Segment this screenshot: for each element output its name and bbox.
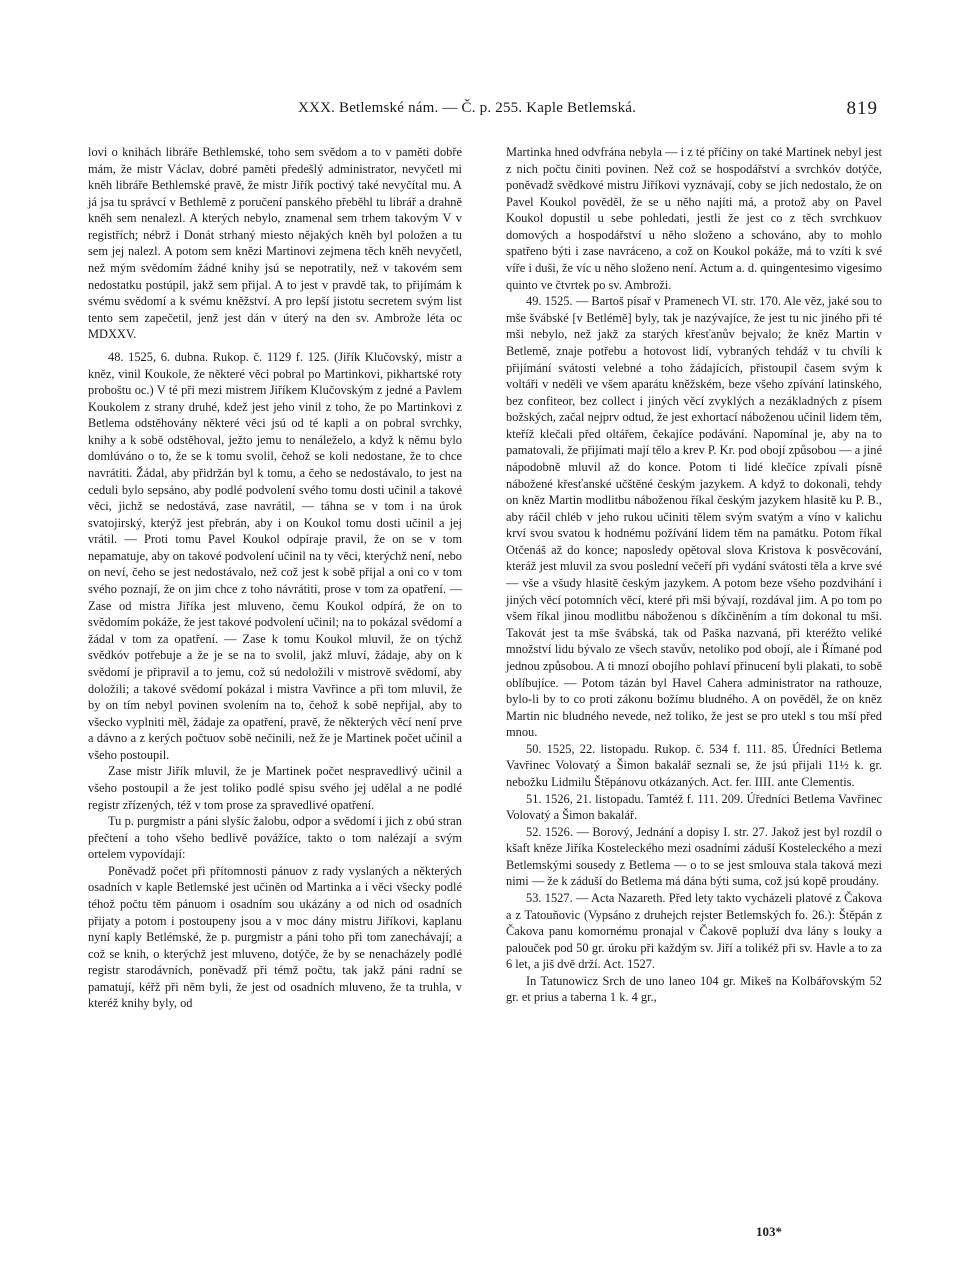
paragraph-entry-48: 48. 1525, 6. dubna. Rukop. č. 1129 f. 125. (Jiřík Klučovský, mistr a kněz, vinil Koukole, že některé věci pobral po Martinkovi, pikhartské roty proboštu oc.) V té při mezi mistrem Jiříkem Klučovským z jedné a Pavlem Koukolem z strany druhé, kdež jest jeho vinil z toho, že po Martinkovi z Betlema odstěhovány některé věci jsú od té kapli a on pobral svrchky, knihy a k sobě odstěhoval, ježto jemu to nenáleželo, a když k němu bylo domlúváno o to, že se k tomu svolil, čehož se koli nedostane, že to chce navrátiti. Žádal, aby přidržán byl k tomu, a čeho se nedostávalo, to jest na ceduli bylo sepsáno, aby podlé podvolení svého tomu dosti učinil a takové věci, jichž se nedostává, zase navrátil, — táhna se v tom i na úrok svatojirský, kterýž jest přebrán, aby i on Koukol tomu dosti učinil a jej vrátil. — Proti tomu Pavel Koukol odpíraje pravil, že on se v tom nepamatuje, aby on takové podvolení učinil na ty věci, kterýchž není, nebo on neví, čeho se jest nedostávalo, než což jest k sobě přijal a oni co v tom svého poznají, že on jim chce z toho návrátiti, prose v tom za opatření. — Zase od mistra Jiříka jest mluveno, čemu Koukol odpírá, že on to svědomím pokáže, že jest takové podvolení učinil; na to pokázal svědomí a žádal v tom za opatření. — Zase k tomu Koukol mluvil, že on týchž svědkóv potřebuje a že je se na to svolil, jakž mluví, žádaje, aby on k svědomí je připravil a to jemu, což sú nedoložili v mistrově svědomí, aby doložili; a takové svědomí pokázal i mistra Vavřince a při tom mluvil, že by on tím nebyl povinen svolením na to, čehož k sobě nepřijal, aby to všecko vyplniti měl, žádaje za opatření, pravě, že některých věcí není prve a dávno a z kerých počtuov sobě nečinili, než že je Martinek počet učinil a všeho postoupil. [88,349,462,762]
paragraph-continuation: lovi o knihách libráře Bethlemské, toho sem svědom a to v paměti dobře mám, že mistr Václav, dobré paměti předešlý administrator, nevyčetl mi kněh libráře Bethlemské pravě, že mistr Jiřík poctivý také nevyčítal mu. A já jsa tu správcí v Bethlemě z poručení panského přeběhl tu librář a drahně kněh sem nenalezl. A kterých nebylo, znamenal sem trhem takovým V v registřích; nébrž i Donát strhaný miesto nějakých kněh byl položen a tu sem jej nalezl. A potom sem knězi Martinovi zejmena těch kněh nevyčetl, než mým svědomím žádné knihy jsú se nepotratily, než v takovém sem nedostatku postúpil, jakž sem přijal. A to jest v pravdě tak, to přijímám k svému svědomí a k svému kněžství. A pro lepší jistotu secretem svým list tento sem zapečetil, jenž jest dán v úterý na den sv. Ambrože léta oc MDXXV. [88,145,462,342]
signature-mark: 103* [756,1224,782,1239]
paragraph: Tu p. purgmistr a páni slyšíc žalobu, odpor a svědomí i jich z obú stran přečtení a toho všeho bedlivě povážíce, takto o tom nalézají a svým ortelem vypovídají: [88,814,462,862]
paragraph-entry-53: 53. 1527. — Acta Nazareth. Před lety takto vycházeli platové z Čakova a z Tatouňovic (Vypsáno z druhejch rejster Betlemských fo. 26.): Štěpán z Čakova panu komornému pronajal v Čakově popluží dva lány s louky a palouček pod 50 gr. úroku při každým sv. Jiří a tolikéž při sv. Havle a to za 6 let, a jiš dvě drží. Act. 1527. [506,891,882,972]
right-column [506,144,882,1006]
paragraph: In Tatunowicz Srch de uno laneo 104 gr. Mikeš na Kolbářovským 52 gr. et prius a taberna 1 k. 4 gr., [506,973,882,1005]
running-title: XXX. Betlemské nám. — Č. p. 255. Kaple Betlemská. [298,100,637,116]
paragraph-continuation: Martinka hned odvfrána nebyla — i z té příčiny on také Martinek nebyl jest z nich počtu činiti povinen. Než což se hospodářství a svrchkóv dotýče, poněvadž svědkové mistru Jiříkovi vyznávají, coby se jich nedostalo, že on Pavel Koukol pověděl, že se u něho najíti má, a protož aby on Pavel Koukol dopustil u sebe pohledati, jestli že jest co z těch svrchkuov domových a hospodářství u něho složeno a schováno, aby to mohlo spatřeno býti i zase navráceno, a což on Koukol pokáže, má to vzíti k své víře i duši, že víc u něho složeno není. Actum a. d. quingentesimo vigesimo quinto ve čtvrtek po sv. Ambroži. [506,145,882,292]
paragraph-entry-51: 51. 1526, 21. listopadu. Tamtéž f. 111. 209. Úředníci Betlema Vavřinec Volovatý a Šimon bakalář. [506,791,882,823]
paragraph: Zase mistr Jiřík mluvil, že je Martinek počet nespravedlivý učinil a všeho postoupil a že jest toliko podlé spisu svého jej udělal a ne podlé registr zřízených, též v tom prose za spravedlivé opatření. [88,764,462,812]
paragraph-entry-49: 49. 1525. — Bartoš písař v Pramenech VI. str. 170. Ale věz, jaké sou to mše švábské [v Betlémě] byly, tak je nazývajíce, že jest tu nic jiného při té mši nebylo, než jakž za starých křesťanův bejvalo; že kněz Martin v Betlemě, znaje potřebu a hotovost lidí, vybraných tehdáž v tu chvíli k přijímání svátosti velebné a toho žádajících, přistoupil časem svým k voltáři v neděli ve všem aparátu kněžském, beze všeho zpívání latinského, bez confiteor, bez collect i jiných věcí zvyklých a nezákladných z písem božských, začal nejprv odtud, že jest exhortací náboženou učinil lidem těm, kteříž klečali před oltářem, čekajíce podávání. Napomínal je, aby na to pamatovali, že přijímati mají tělo a krev P. Kr. pod obojí způsobou — a jiné nápodobně mluvil až do konce. Potom ti lidé klečíce zpívali písně nábožené křesťanské učštěné českým jazykem. A když to dokonali, tehdy on kněz Martin modlitbu náboženou říkal českým jazykem hlasitě ku P. B., aby ráčil chléb v jeho rukou učiniti tělem svým svatým a víno v kalichu krví svou svatou k hodnému požívání lidem těm na památku. Potom říkal Otčenáš až do konce; naposledy opětoval slova Kristova k posvěcování, kteráž jest mluvil za svou poslední večeří při vydání svátosti těla a krve své — vše a všudy hlasitě českým jazykem. A potom beze všeho pozdvihání i jiných věcí potomních věcí, které při mši bývají, rozdával jim. A po tom po všem říkal jinou modlitbu náboženou s díkčiněním a tím dokonal tu mši. Takovát jest ta mše švábská, tak od Paška nazvaná, při kteréžto veliké množství lidu bývalo ze všech stavův, netoliko pod obojí, ale i Římané pod jednou způsobou. A ti mnozí obojího pohlaví přinucení byli plakati, to sobě oblíbujíce. — Potom tázán byl Havel Cahera administrator na rathouze, bylo-li by to co proti zákonu božímu bludného. A on pověděl, že on kněz Martin nic bludného nevede, než toliko, že jest se pro utekl s tou mší před mnou. [506,294,882,740]
running-header [88,100,878,130]
left-column [88,144,462,1012]
paragraph-entry-52: 52. 1526. — Borový, Jednání a dopisy I. str. 27. Jakož jest byl rozdíl o kšaft kněze Jiříka Kosteleckého mezi osadními záduší Kosteleckého a mezi Betlemskými sousedy z Betlema — o to se jest smlouva stala taková mezi nimi — že k záduší do Betlema má dána býti suma, což jsú kopě proudány. [506,824,882,889]
paragraph-entry-50: 50. 1525, 22. listopadu. Rukop. č. 534 f. 111. 85. Úředníci Betlema Vavřinec Volovatý a Šimon bakalář seznali se, že jsú přijali 11½ k. gr. nebožku Lidmilu Štěpánovu otkázaných. Act. fer. IIII. ante Clementis. [506,741,882,789]
paragraph: Poněvadž počet při přítomnosti pánuov z rady vyslaných a některých osadních v kaple Betlemské jest učiněn od Martinka a i věci všecky podlé téhož počtu těm pánuom i osadním sou ukázány a od nich od osadních přijaty a potom i postoupeny jsou a v moc dány mistru Jiříkovi, kaplanu nyní kaply Betlémské, že p. purgmistr a páni toho při tom zanechávají; a což se knih, o kterýchž jest mluveno, dotýče, že by se nenacházely podlé registr starodávních, poněvadž při témž počtu, tak jakž páni radní se pamatují, kéřž při něm byli, že jest od osadních mluveno, že ta truhla, v kteréž knihy byly, od [88,863,462,1011]
page-number: 819 [846,98,878,119]
